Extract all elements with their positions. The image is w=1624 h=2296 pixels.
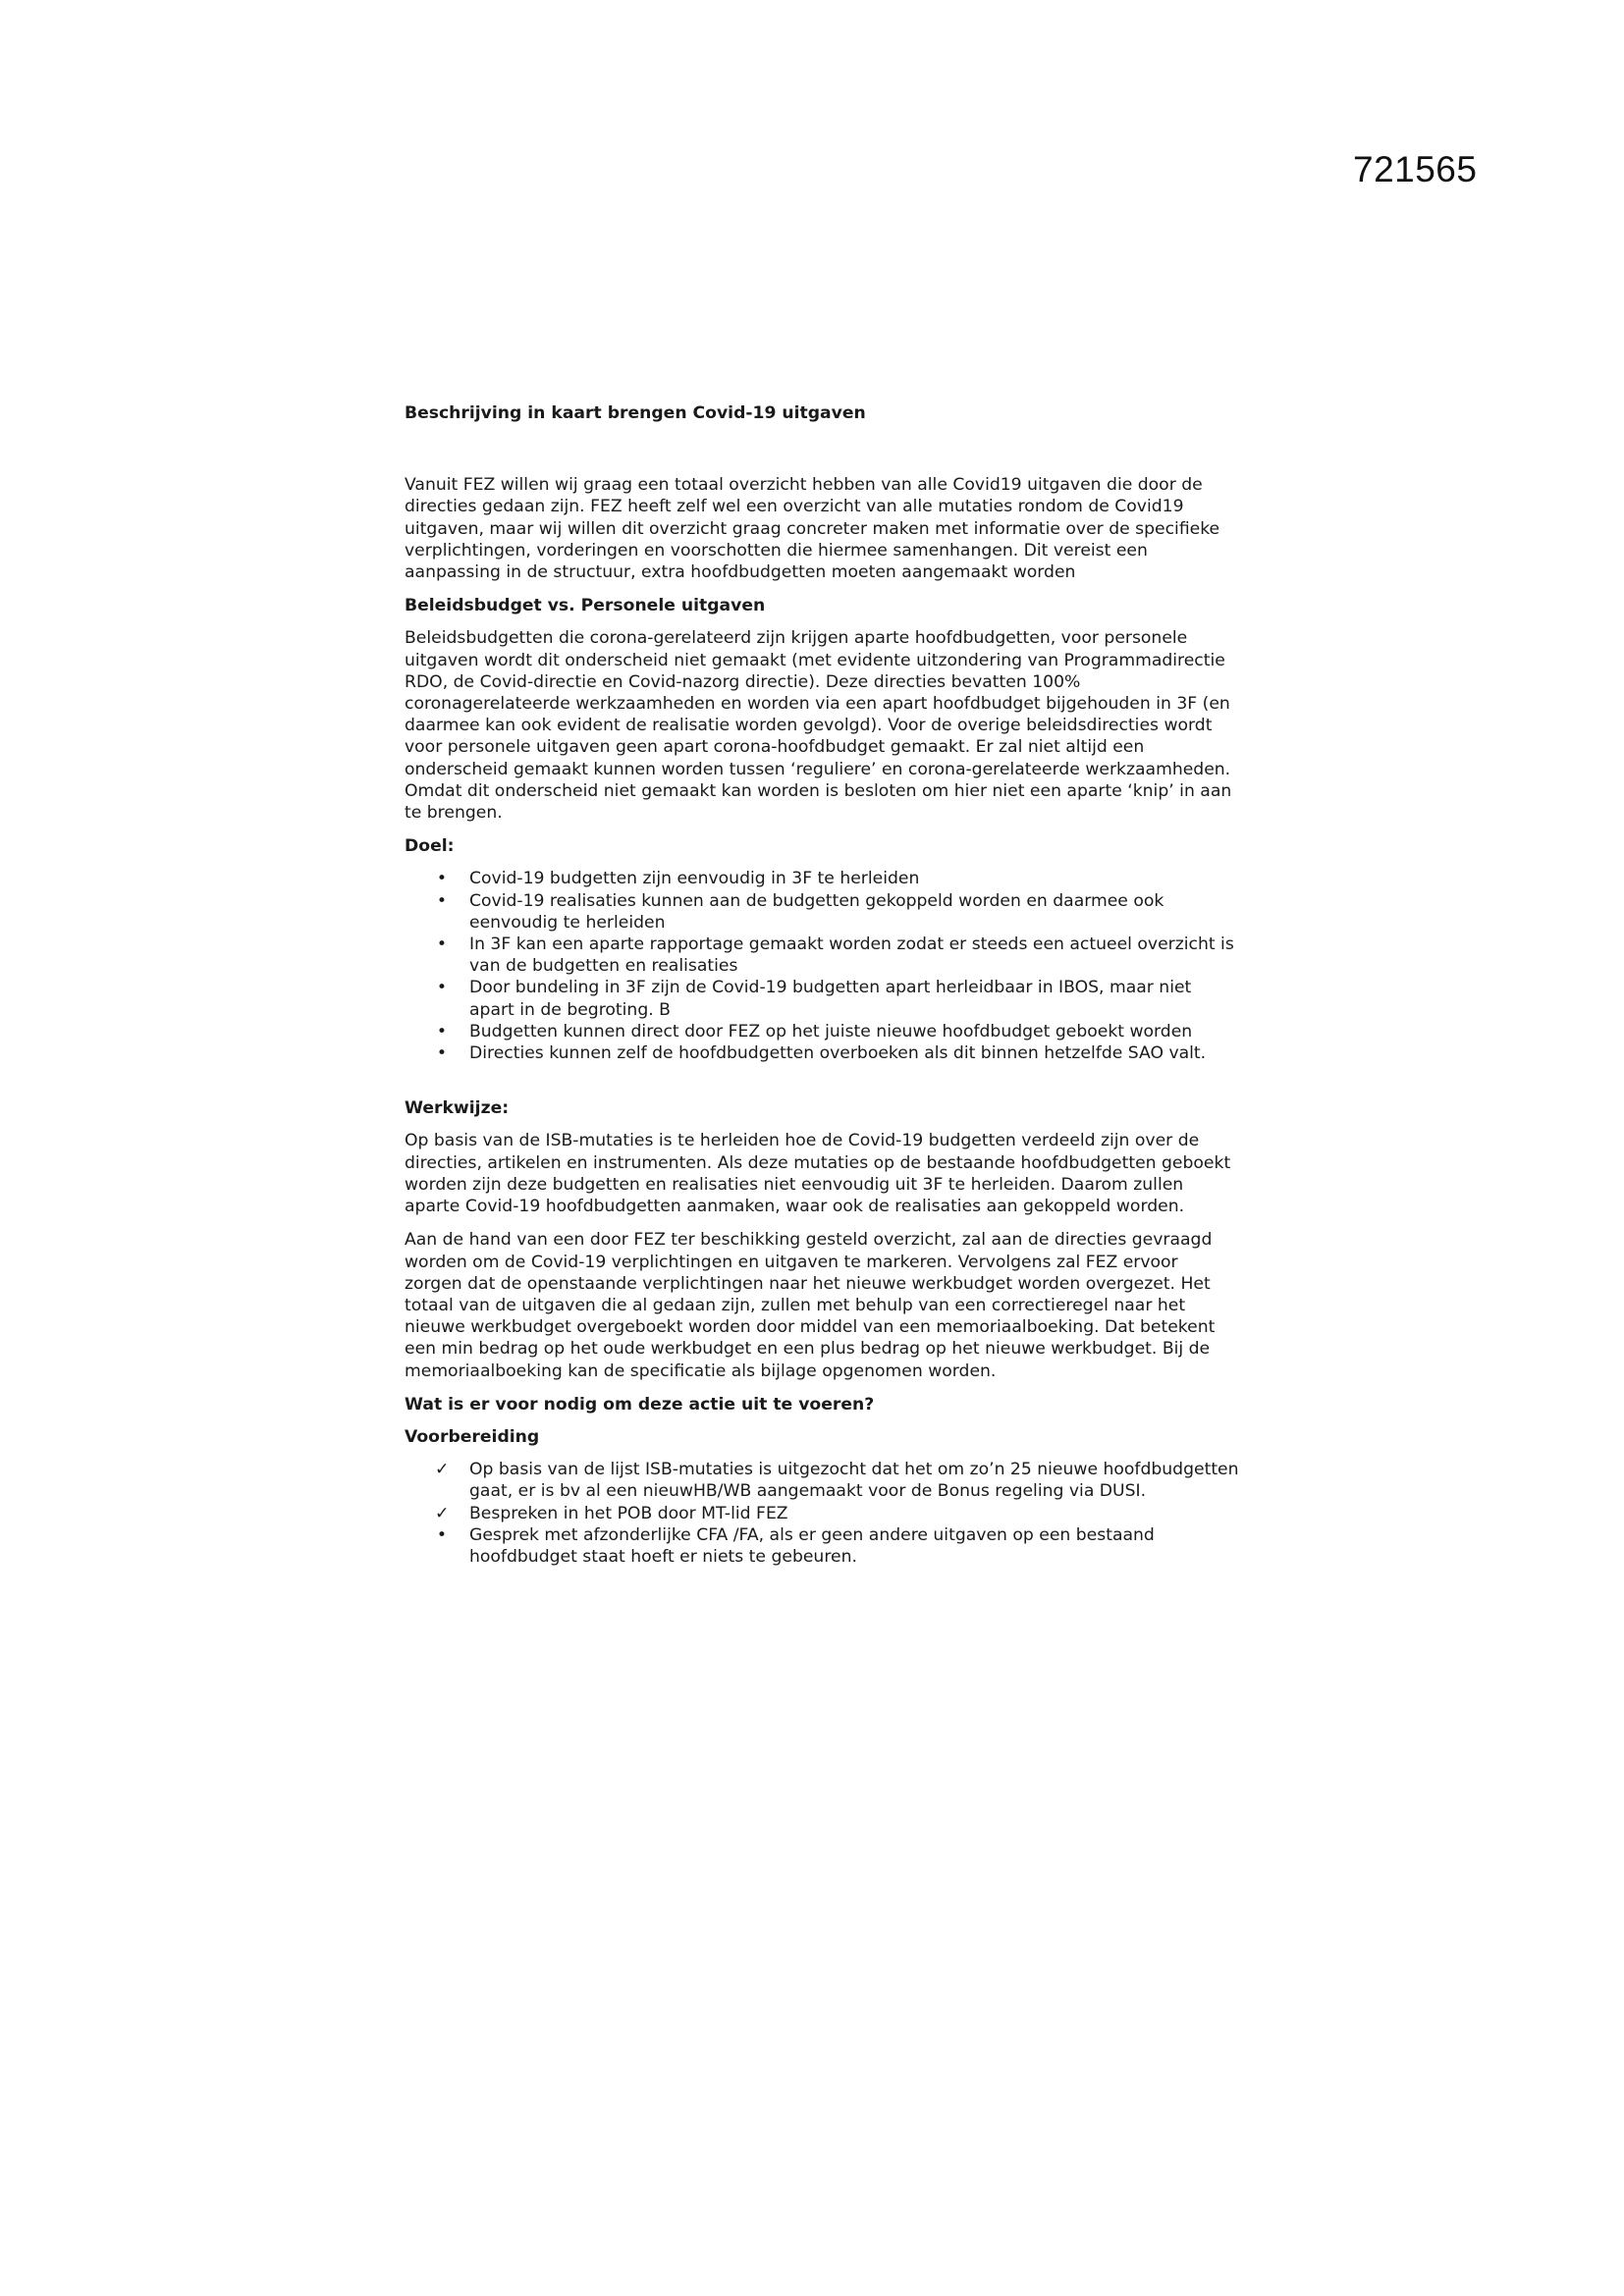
list-item-text: Door bundeling in 3F zijn de Covid-19 budgetten apart herleidbaar in IBOS, maar niet apart in de begroting. B — [469, 978, 1192, 1020]
list-item — [435, 1503, 1239, 1524]
list-item — [436, 1021, 1239, 1042]
intro-paragraph: Vanuit FEZ willen wij graag een totaal overzicht hebben van alle Covid19 uitgaven die door de directies gedaan zijn. FEZ heeft zelf wel een overzicht van alle mutaties rondom de Covid19 uitgaven, maar wij willen dit overzicht graag concreter maken met informatie over de specifieke verplichtingen, vorderingen en voorschotten die hiermee samenhangen. Dit vereist een aanpassing in de structuur, extra hoofdbudgetten moeten aangemaakt worden — [405, 475, 1220, 583]
bullet-icon: • — [436, 978, 448, 998]
checkmark-icon: ✓ — [435, 1460, 450, 1480]
werkwijze-paragraph-2: Aan de hand van een door FEZ ter beschikking gesteld overzicht, zal aan de directies gevraagd worden om de Covid-19 verplichtingen en uitgaven te markeren. Vervolgens zal FEZ ervoor zorgen dat de openstaande verplichtingen naar het nieuwe werkbudget worden overgezet. Het totaal van de uitgaven die al gedaan zijn, zullen met behulp van een correctieregel naar het nieuwe werkbudget overgeboekt worden door middel van een memoriaalboeking. Dat betekent een min bedrag op het oude werkbudget en een plus bedrag op het nieuwe werkbudget. Bij de memoriaalboeking kan de specificatie als bijlage opgenomen worden. — [405, 1230, 1216, 1381]
document-body — [405, 402, 1239, 1579]
list-item-text: Budgetten kunnen direct door FEZ op het juiste nieuwe hoofdbudget geboekt worden — [469, 1021, 1193, 1041]
list-item — [436, 934, 1239, 977]
list-item-text: Covid-19 realisaties kunnen aan de budgetten gekoppeld worden en daarmee ook eenvoudig te herleiden — [469, 890, 1164, 933]
section-heading-doel: Doel: — [405, 836, 455, 857]
document-number: 721565 — [1353, 149, 1478, 189]
list-item — [436, 868, 1239, 889]
bullet-icon: • — [436, 1043, 448, 1064]
bullet-icon: • — [436, 1524, 448, 1545]
beleidsbudget-paragraph: Beleidsbudgetten die corona-gerelateerd zijn krijgen aparte hoofdbudgetten, voor personele uitgaven wordt dit onderscheid niet gemaakt (met evidente uitzondering van Programmadirectie RDO, de Covid-directie en Covid-nazorg directie). Deze directies bevatten 100% coronagerelateerde werkzaamheden en worden via een apart hoofdbudget bijgehouden in 3F (en daarmee kan ook evident de realisatie worden gevolgd). Voor de overige beleidsdirecties wordt voor personele uitgaven geen apart corona-hoofdbudget gemaakt. Er zal niet altijd een onderscheid gemaakt kunnen worden tussen ‘reguliere’ en corona-gerelateerde werkzaamheden. Omdat dit onderscheid niet gemaakt kan worden is besloten om hier niet een aparte ‘knip’ in aan te brengen. — [405, 628, 1232, 824]
bullet-icon: • — [436, 890, 448, 911]
list-item — [435, 1459, 1239, 1502]
bullet-icon: • — [436, 869, 448, 889]
list-item-text: Op basis van de lijst ISB-mutaties is uitgezocht dat het om zo’n 25 nieuwe hoofdbudgetten gaat, er is bv al een nieuwHB/WB aangemaakt voor de Bonus regeling via DUSI. — [469, 1460, 1239, 1502]
checkmark-icon: ✓ — [435, 1503, 450, 1523]
list-item — [436, 977, 1239, 1020]
section-heading-voorbereiding: Voorbereiding — [405, 1426, 540, 1447]
list-item — [436, 1042, 1239, 1064]
list-item-text: Gesprek met afzonderlijke CFA /FA, als er geen andere uitgaven op een bestaand hoofdbudget staat hoeft er niets te gebeuren. — [469, 1524, 1155, 1567]
section-heading-werkwijze: Werkwijze: — [405, 1098, 510, 1119]
bullet-icon: • — [436, 1021, 448, 1041]
werkwijze-paragraph-1: Op basis van de ISB-mutaties is te herleiden hoe de Covid-19 budgetten verdeeld zijn over de directies, artikelen en instrumenten. Als deze mutaties op de bestaande hoofdbudgetten geboekt worden zijn deze budgetten en realisaties niet eenvoudig uit 3F te herleiden. Daarom zullen aparte Covid-19 hoofdbudgetten aanmaken, waar ook de realisaties aan gekoppeld worden. — [405, 1131, 1231, 1217]
list-item — [436, 1524, 1239, 1568]
voorbereiding-list — [405, 1459, 1239, 1568]
section-heading-beleidsbudget: Beleidsbudget vs. Personele uitgaven — [405, 596, 766, 616]
list-item-text: Covid-19 budgetten zijn eenvoudig in 3F te herleiden — [469, 869, 920, 889]
section-heading-actie: Wat is er voor nodig om deze actie uit te voeren? — [405, 1394, 875, 1415]
bullet-icon: • — [436, 934, 448, 955]
document-title: Beschrijving in kaart brengen Covid-19 uitgaven — [405, 403, 866, 423]
list-item-text: In 3F kan een aparte rapportage gemaakt worden zodat er steeds een actueel overzicht is van de budgetten en realisaties — [469, 934, 1234, 977]
doel-list — [405, 868, 1239, 1064]
list-item — [436, 890, 1239, 934]
list-item-text: Bespreken in het POB door MT-lid FEZ — [469, 1503, 788, 1523]
list-item-text: Directies kunnen zelf de hoofdbudgetten overboeken als dit binnen hetzelfde SAO valt. — [469, 1043, 1207, 1064]
